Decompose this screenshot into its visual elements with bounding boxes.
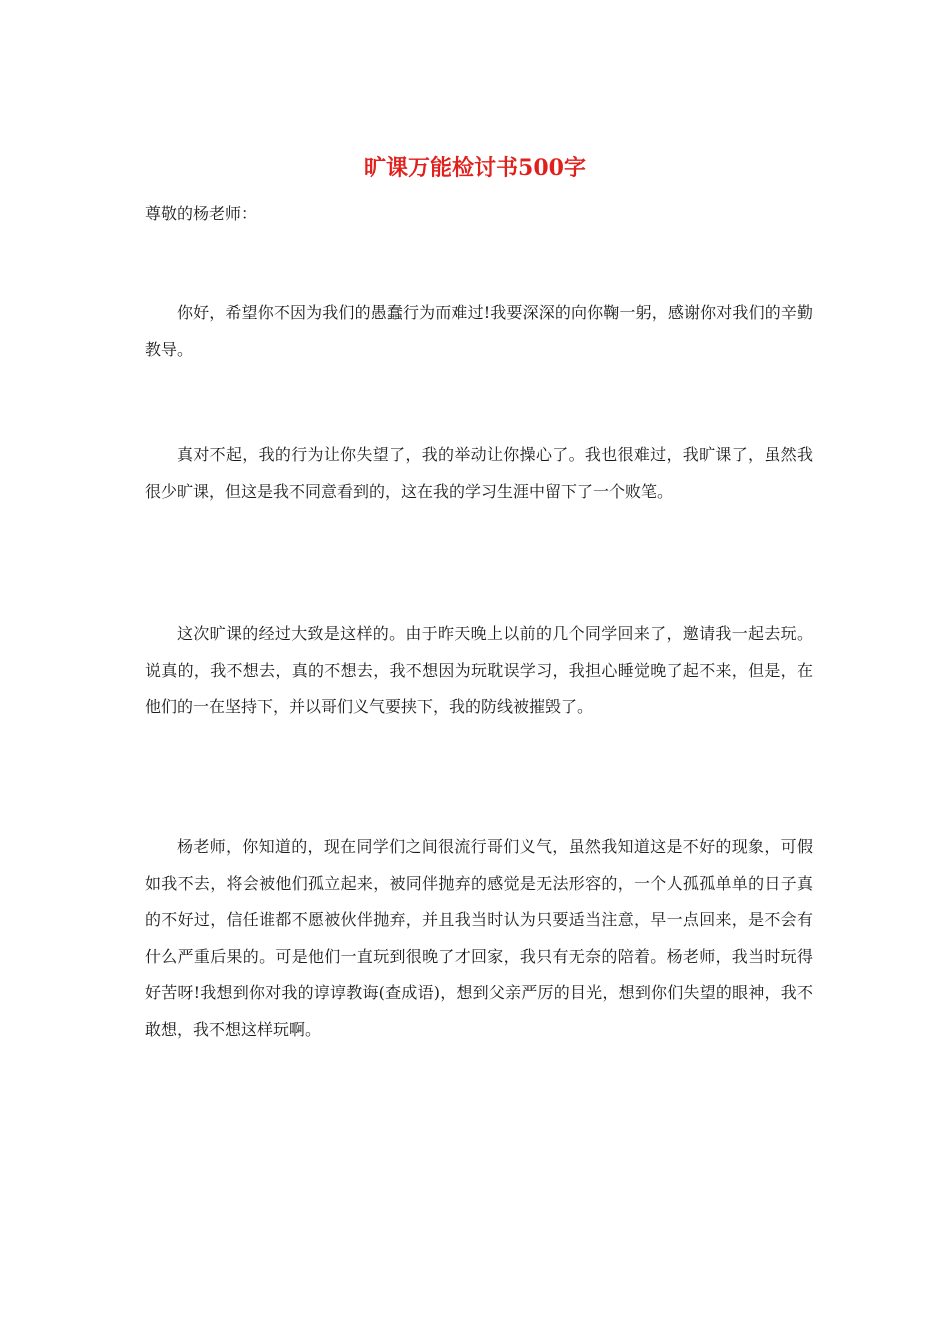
paragraph-3: 这次旷课的经过大致是这样的。由于昨天晚上以前的几个同学回来了，邀请我一起去玩。说真的，我不想去，真的不想去，我不想因为玩耽误学习，我担心睡觉晚了起不来，但是，在他们的一在坚持下，并以哥们义气要挟下，我的防线被摧毁了。 (145, 624, 813, 716)
document-title: 旷课万能检讨书500字 (364, 155, 586, 181)
paragraph-2: 真对不起，我的行为让你失望了，我的举动让你操心了。我也很难过，我旷课了，虽然我很少旷课，但这是我不同意看到的，这在我的学习生涯中留下了一个败笔。 (145, 445, 813, 501)
paragraph-1: 你好，希望你不因为我们的愚蠢行为而难过!我要深深的向你鞠一躬，感谢你对我们的辛勤教导。 (145, 303, 813, 359)
salutation: 尊敬的杨老师： (145, 204, 258, 223)
paragraph-4: 杨老师，你知道的，现在同学们之间很流行哥们义气，虽然我知道这是不好的现象，可假如我不去，将会被他们孤立起来，被同伴抛弃的感觉是无法形容的，一个人孤孤单单的日子真的不好过，信任谁都不愿被伙伴抛弃，并且我当时认为只要适当注意，早一点回来，是不会有什么严重后果的。可是他们一直玩到很晚了才回家，我只有无奈的陪着。杨老师，我当时玩得好苦呀!我想到你对我的谆谆教诲(查成语)，想到父亲严厉的目光，想到你们失望的眼神，我不敢想，我不想这样玩啊。 (145, 837, 813, 1039)
